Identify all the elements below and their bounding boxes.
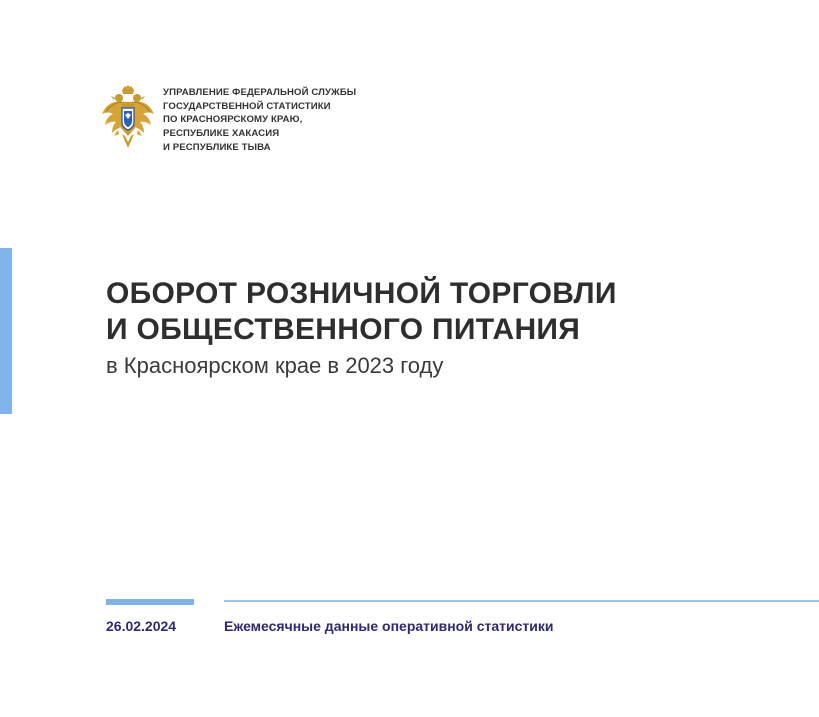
organization-name-line: ПО КРАСНОЯРСКОМУ КРАЮ, [163, 114, 303, 126]
footer-divider-line [224, 600, 819, 602]
publication-date: 26.02.2024 [106, 618, 177, 634]
left-accent-bar [0, 248, 12, 414]
organization-name-line: УПРАВЛЕНИЕ ФЕДЕРАЛЬНОЙ СЛУЖБЫ [163, 87, 357, 98]
organization-name-line: ГОСУДАРСТВЕННОЙ СТАТИСТИКИ [163, 100, 331, 112]
footer-caption: Ежемесячные данные оперативной статистики [224, 618, 554, 634]
document-title-block [106, 276, 786, 380]
double-headed-eagle-emblem-icon [100, 84, 156, 152]
organization-name [163, 86, 463, 155]
organization-name-line: И РЕСПУБЛИКЕ ТЫВА [163, 141, 271, 153]
document-title-line-1: ОБОРОТ РОЗНИЧНОЙ ТОРГОВЛИ [106, 277, 617, 310]
document-subtitle: в Красноярском крае в 2023 году [106, 353, 444, 378]
organization-name-line: РЕСПУБЛИКЕ ХАКАСИЯ [163, 128, 280, 140]
document-title-line-2: И ОБЩЕСТВЕННОГО ПИТАНИЯ [106, 313, 581, 346]
footer-accent-rule [106, 599, 194, 605]
